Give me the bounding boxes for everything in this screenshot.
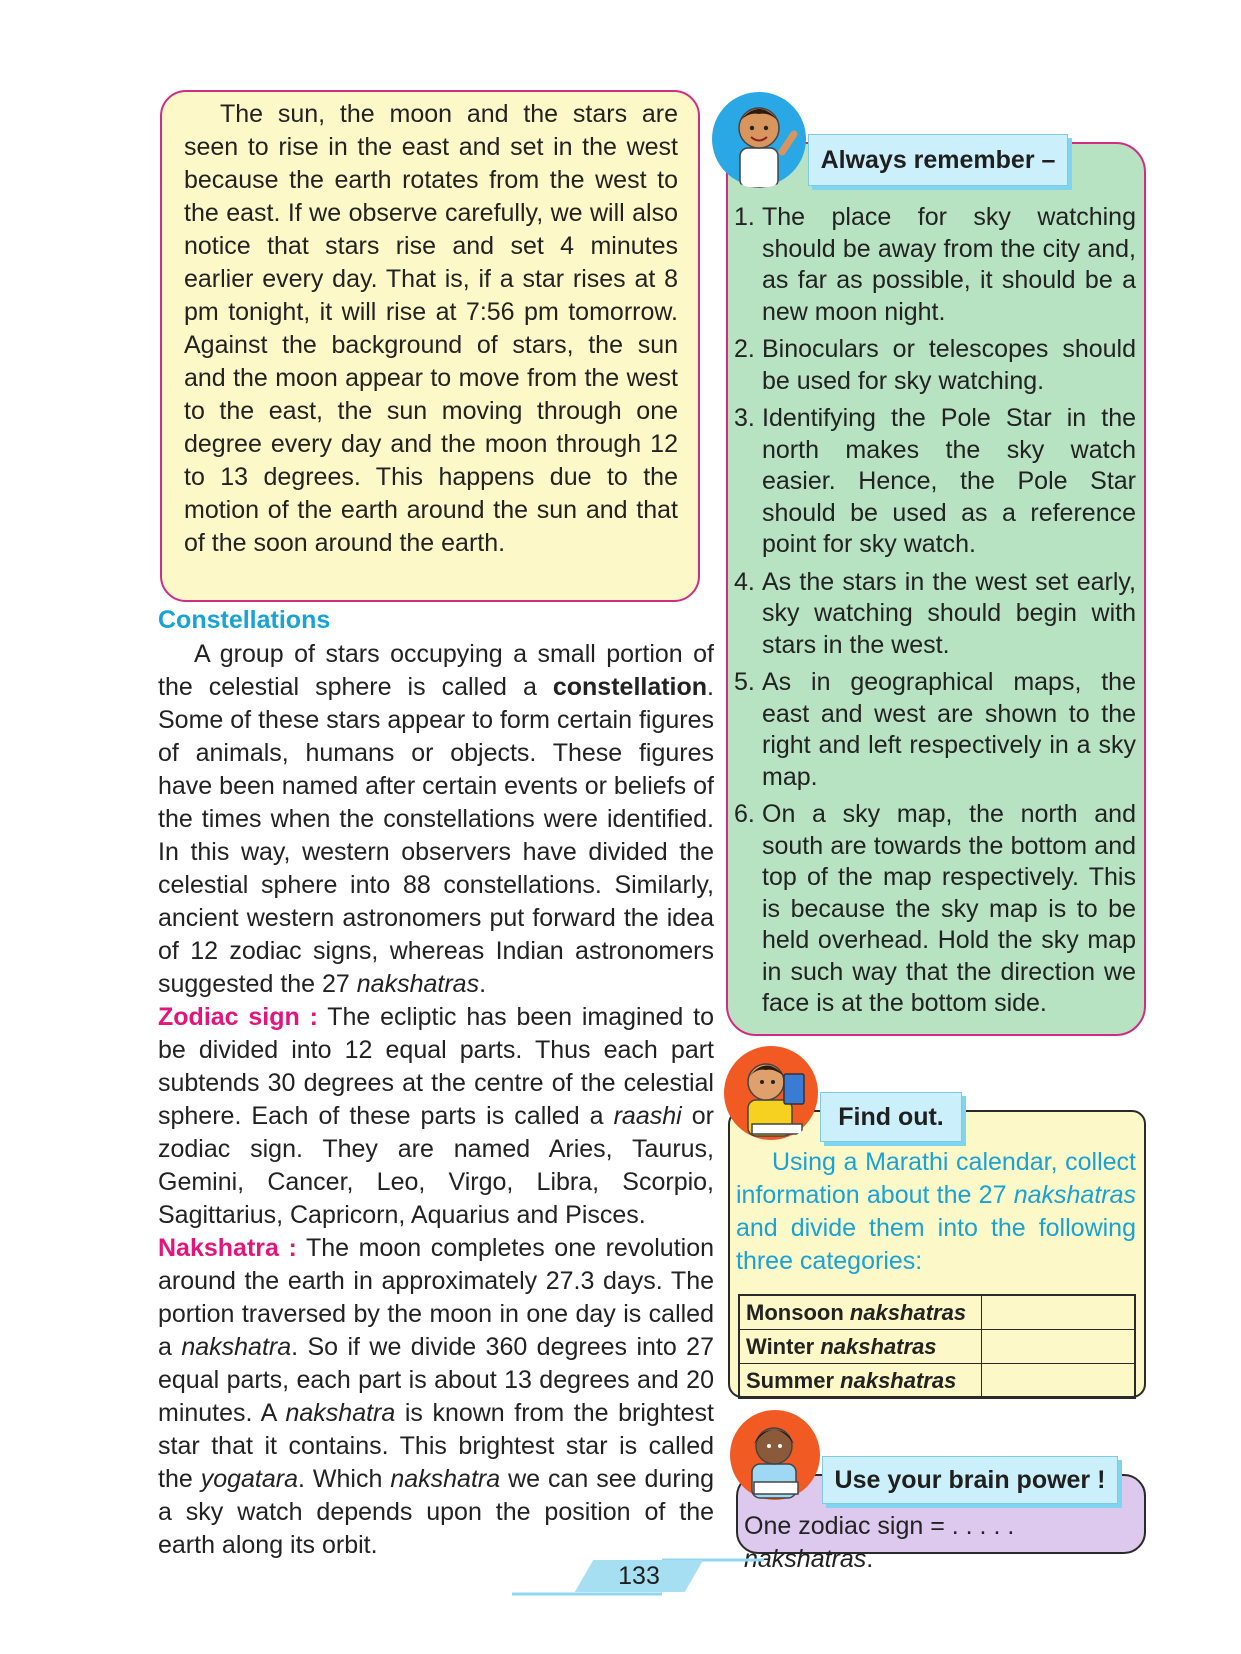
item-number: 1. (734, 203, 755, 231)
nakshatra-categories-table (738, 1294, 1136, 1399)
bold-term: constellation (552, 673, 708, 701)
table-cell (739, 1295, 982, 1330)
text-run: is known from the brightest star that it contains. This brightest star is called the (158, 1399, 714, 1493)
list-item (734, 202, 1136, 328)
text-run: . (479, 970, 487, 998)
item-text: Identifying the Pole Star in the north makes the sky watch easier. Hence, the Pole Star should be used as a reference point for sky watch. (762, 404, 1136, 558)
find-out-box (728, 1110, 1146, 1398)
text-run: or zodiac sign. They are named Aries, Taurus, Gemini, Cancer, Leo, Virgo, Libra, Scorpio, Sagittarius, Capricorn, Aquarius and Pisces. (158, 1102, 714, 1229)
list-item (734, 667, 1136, 793)
table-row (739, 1295, 1135, 1330)
reading-boy-icon (722, 1044, 820, 1142)
text-run: The moon completes one revolution around the earth in approximately 27.3 days. The portion traversed by the moon in one day is called a (158, 1234, 715, 1361)
text-run: Monsoon (746, 1299, 850, 1325)
sun-moon-paragraph: The sun, the moon and the stars are seen to rise in the east and set in the west because the earth rotates from the west to the east. If we observe carefully, we will also notice that stars rise and set 4 minutes earlier every day. That is, if a star rises at 8 pm tonight, it will rise at 7:56 pm tomorrow. Against the background of stars, the sun and the moon appear to move from the west to the east, the sun moving through one degree every day and the moon through 12 to 13 degrees. This happens due to the motion of the earth around the sun and that of the soon around the earth. (184, 100, 678, 557)
always-remember-box (726, 142, 1146, 1036)
blank-answer-cell[interactable] (982, 1330, 1136, 1364)
nakshatra-paragraph (158, 1232, 714, 1562)
blank-answer-cell[interactable] (982, 1295, 1136, 1330)
constellations-paragraph (158, 638, 714, 1001)
find-out-text (736, 1146, 1136, 1278)
page-number: 133 (618, 1562, 660, 1590)
page-number-footer (512, 1554, 764, 1600)
italic-term: nakshatras (744, 1545, 867, 1573)
constellations-heading: Constellations (158, 606, 331, 634)
item-number: 3. (734, 404, 755, 432)
text-run: . So if we divide 360 degrees into 27 equal parts, each part is about 13 degrees and 20 minutes. A (158, 1333, 714, 1427)
zodiac-paragraph (158, 1001, 714, 1232)
italic-term: nakshatra (390, 1465, 501, 1493)
text-run: . Some of these stars appear to form certain figures of animals, humans or objects. These figures have been named after certain events or beliefs of the times when the constellations were identified. In this way, western observers have divided the celestial sphere into 88 constellations. Similarly, ancient western astronomers put forward the idea of 12 zodiac signs, whereas Indian astronomers suggested the 27 (158, 673, 714, 998)
item-number: 4. (734, 567, 755, 596)
italic-term: nakshatras (820, 1333, 937, 1359)
table-row (739, 1330, 1135, 1364)
brain-power-title: Use your brain power ! (822, 1456, 1118, 1504)
italic-term: nakshatras (356, 970, 480, 998)
nakshatra-term: Nakshatra : (158, 1234, 297, 1262)
list-item (734, 799, 1136, 1020)
boy-student-icon (710, 90, 808, 188)
remember-list (734, 202, 1136, 1020)
blank-answer-cell[interactable] (982, 1364, 1136, 1399)
item-text: As in geographical maps, the east and west are shown to the right and left respectively in a sky map. (762, 668, 1136, 791)
table-cell (739, 1364, 982, 1399)
list-item (734, 567, 1136, 662)
item-number: 2. (734, 335, 755, 363)
text-run: Winter (746, 1333, 821, 1359)
text-run: Summer (746, 1367, 841, 1393)
text-run: we can see during a sky watch depends upon the position of the earth along its orbit. (158, 1465, 715, 1559)
table-cell (739, 1330, 982, 1364)
text-run: and divide them into the following three categories: (736, 1214, 1136, 1275)
italic-term: nakshatras (840, 1367, 957, 1393)
item-text: As the stars in the west set early, sky watching should begin with stars in the west. (762, 567, 1136, 659)
text-run: The ecliptic has been imagined to be divided into 12 equal parts. Thus each part subtends 30 degrees at the centre of the celestial sphere. Each of these parts is called a (158, 1003, 714, 1130)
italic-term: raashi (613, 1102, 682, 1130)
text-run: . (866, 1545, 874, 1573)
table-row (739, 1364, 1135, 1399)
italic-term: nakshatra (181, 1333, 292, 1361)
italic-term: nakshatra (285, 1399, 396, 1427)
main-text-column (158, 604, 714, 1562)
italic-term: yogatara (200, 1465, 299, 1493)
text-run: A group of stars occupying a small portion of the celestial sphere is called a (158, 640, 714, 701)
text-run: One zodiac sign = . . . . . (744, 1512, 1015, 1540)
item-text: On a sky map, the north and south are towards the bottom and top of the map respectively. This is because the sky map is to be held overhead. Hold the sky map in such way that the direction we face is at the bottom side. (762, 800, 1136, 1017)
list-item (734, 334, 1136, 397)
text-run: . Which (298, 1465, 391, 1493)
item-text: Binoculars or telescopes should be used for sky watching. (762, 335, 1136, 395)
text-run: Using a Marathi calendar, collect information about the 27 (736, 1148, 1136, 1209)
italic-term: nakshatras (849, 1299, 967, 1325)
sun-moon-info-box (160, 90, 700, 602)
thinking-girl-icon (728, 1408, 822, 1502)
find-out-title: Find out. (820, 1092, 962, 1142)
zodiac-term: Zodiac sign : (158, 1003, 318, 1031)
item-number: 5. (734, 668, 755, 696)
always-remember-title: Always remember – (808, 134, 1068, 186)
brain-power-text (744, 1510, 1136, 1576)
item-number: 6. (734, 800, 755, 828)
item-text: The place for sky watching should be away from the city and, as far as possible, it should be a new moon night. (762, 203, 1136, 326)
list-item (734, 403, 1136, 561)
italic-term: nakshatras (1013, 1181, 1136, 1209)
